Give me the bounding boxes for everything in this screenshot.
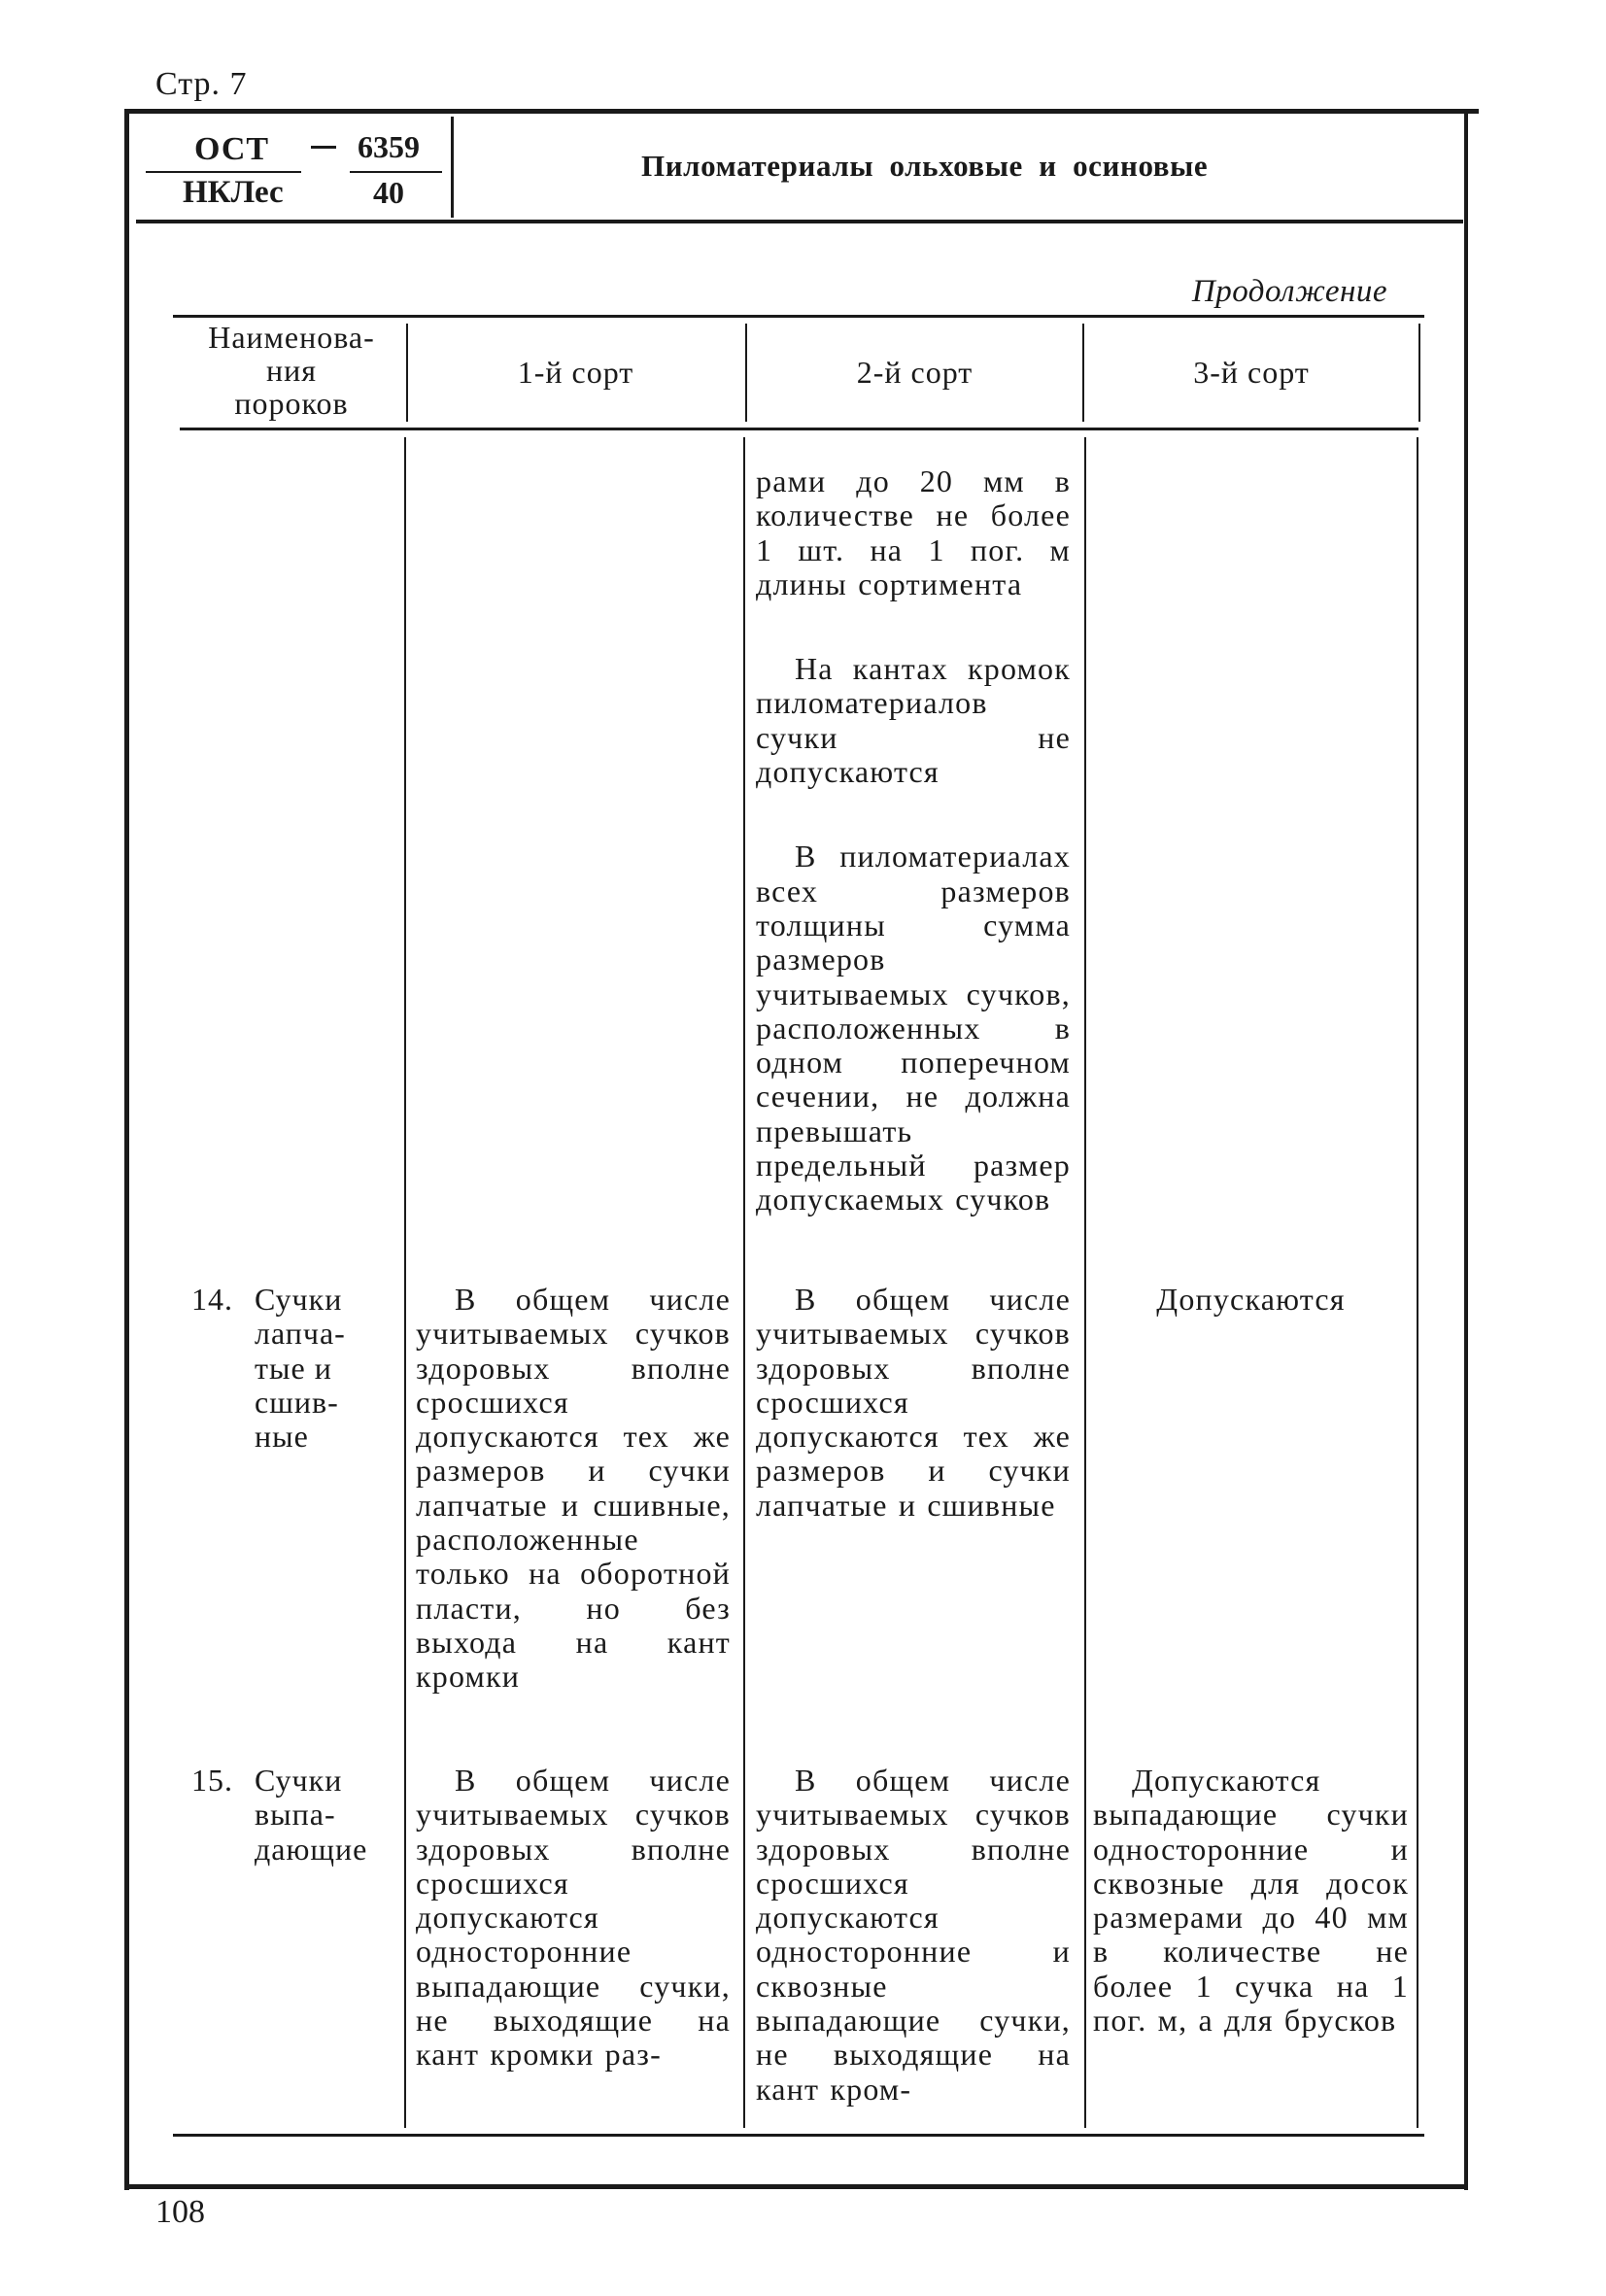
row-15-sort-3: Допускаются выпадающие сучки односторонние и сквозные для досок размерами до 40 мм в количестве не более 1 сучка на 1 пог. м, а для брусков	[1093, 1763, 1409, 2039]
nklese-label: НКЛес	[183, 175, 284, 210]
col-divider-1	[404, 437, 406, 2128]
frame-right	[1464, 114, 1468, 2190]
ost-number-top: 6359	[358, 129, 420, 164]
continued-sort2-text	[756, 464, 1071, 1217]
ost-number-bottom: 40	[373, 175, 404, 210]
table-top-line	[173, 315, 1424, 318]
frame-left	[124, 114, 129, 2190]
row-14-sort-3: Допускаются	[1156, 1282, 1346, 1317]
ost-fraction-line	[146, 171, 301, 173]
header-rule	[136, 220, 1463, 223]
top-rule	[124, 109, 1479, 114]
header-sort-1: 1-й сорт	[517, 355, 634, 390]
header-defect-names: Наименова- ния пороков	[208, 320, 375, 421]
ost-label: ОСТ	[194, 131, 270, 167]
page-label: Стр. 7	[155, 66, 248, 102]
col-divider-3	[1084, 437, 1086, 2128]
continued-sort2-p1: рами до 20 мм в количестве не более 1 шт. на 1 пог. м длины сортимента	[756, 463, 1071, 601]
continued-sort2-p3: В пиломатериалах всех размеров толщины сумма размеров учитываемых сучков, расположенных в одном поперечном сечении, не должна превышать предельный размер допускаемых сучков	[756, 839, 1071, 1217]
number-fraction-line	[350, 171, 442, 173]
row-14-sort-1: В общем числе учитываемых сучков здоровых вполне сросшихся допускаются тех же размеров и сучки лапчатые и сшивные, расположенные только на оборотной пласти, но без выхода на кант кромки	[416, 1282, 731, 1695]
row-14-name: Сучки лапча- тые и сшив- ные	[255, 1282, 346, 1455]
bottom-rule	[124, 2184, 1468, 2189]
document-title: Пиломатериалы ольховые и осиновые	[641, 149, 1209, 183]
table-header-line	[180, 428, 1418, 430]
table-bottom-line	[173, 2134, 1424, 2137]
col-divider-2	[743, 437, 745, 2128]
row-15-sort-1: В общем числе учитываемых сучков здоровых вполне сросшихся допускаются односторонние выпадающие сучки, не выходящие на кант кромки раз-	[416, 1763, 731, 2073]
row-14-sort-2: В общем числе учитываемых сучков здоровых вполне сросшихся допускаются тех же размеров и сучки лапчатые и сшивные	[756, 1282, 1071, 1523]
header-sort-3: 3-й сорт	[1193, 355, 1310, 390]
row-14-number: 14.	[191, 1282, 233, 1317]
ost-dash	[311, 146, 336, 149]
row-15-name: Сучки выпа- дающие	[255, 1763, 368, 1867]
continuation-label: Продолжение	[1191, 274, 1387, 309]
col-right-border-header	[1418, 324, 1420, 422]
header-divider	[451, 117, 454, 218]
row-15-number: 15.	[191, 1763, 233, 1798]
page-number: 108	[155, 2194, 205, 2230]
continued-sort2-p2: На кантах кромок пиломатериалов сучки не допускаются	[756, 651, 1071, 790]
col-right-border	[1417, 437, 1418, 2128]
row-15-sort-2: В общем числе учитываемых сучков здоровых вполне сросшихся допускаются односторонние и сквозные выпадающие сучки, не выходящие на кант кром-	[756, 1763, 1071, 2107]
header-sort-2: 2-й сорт	[856, 355, 974, 390]
